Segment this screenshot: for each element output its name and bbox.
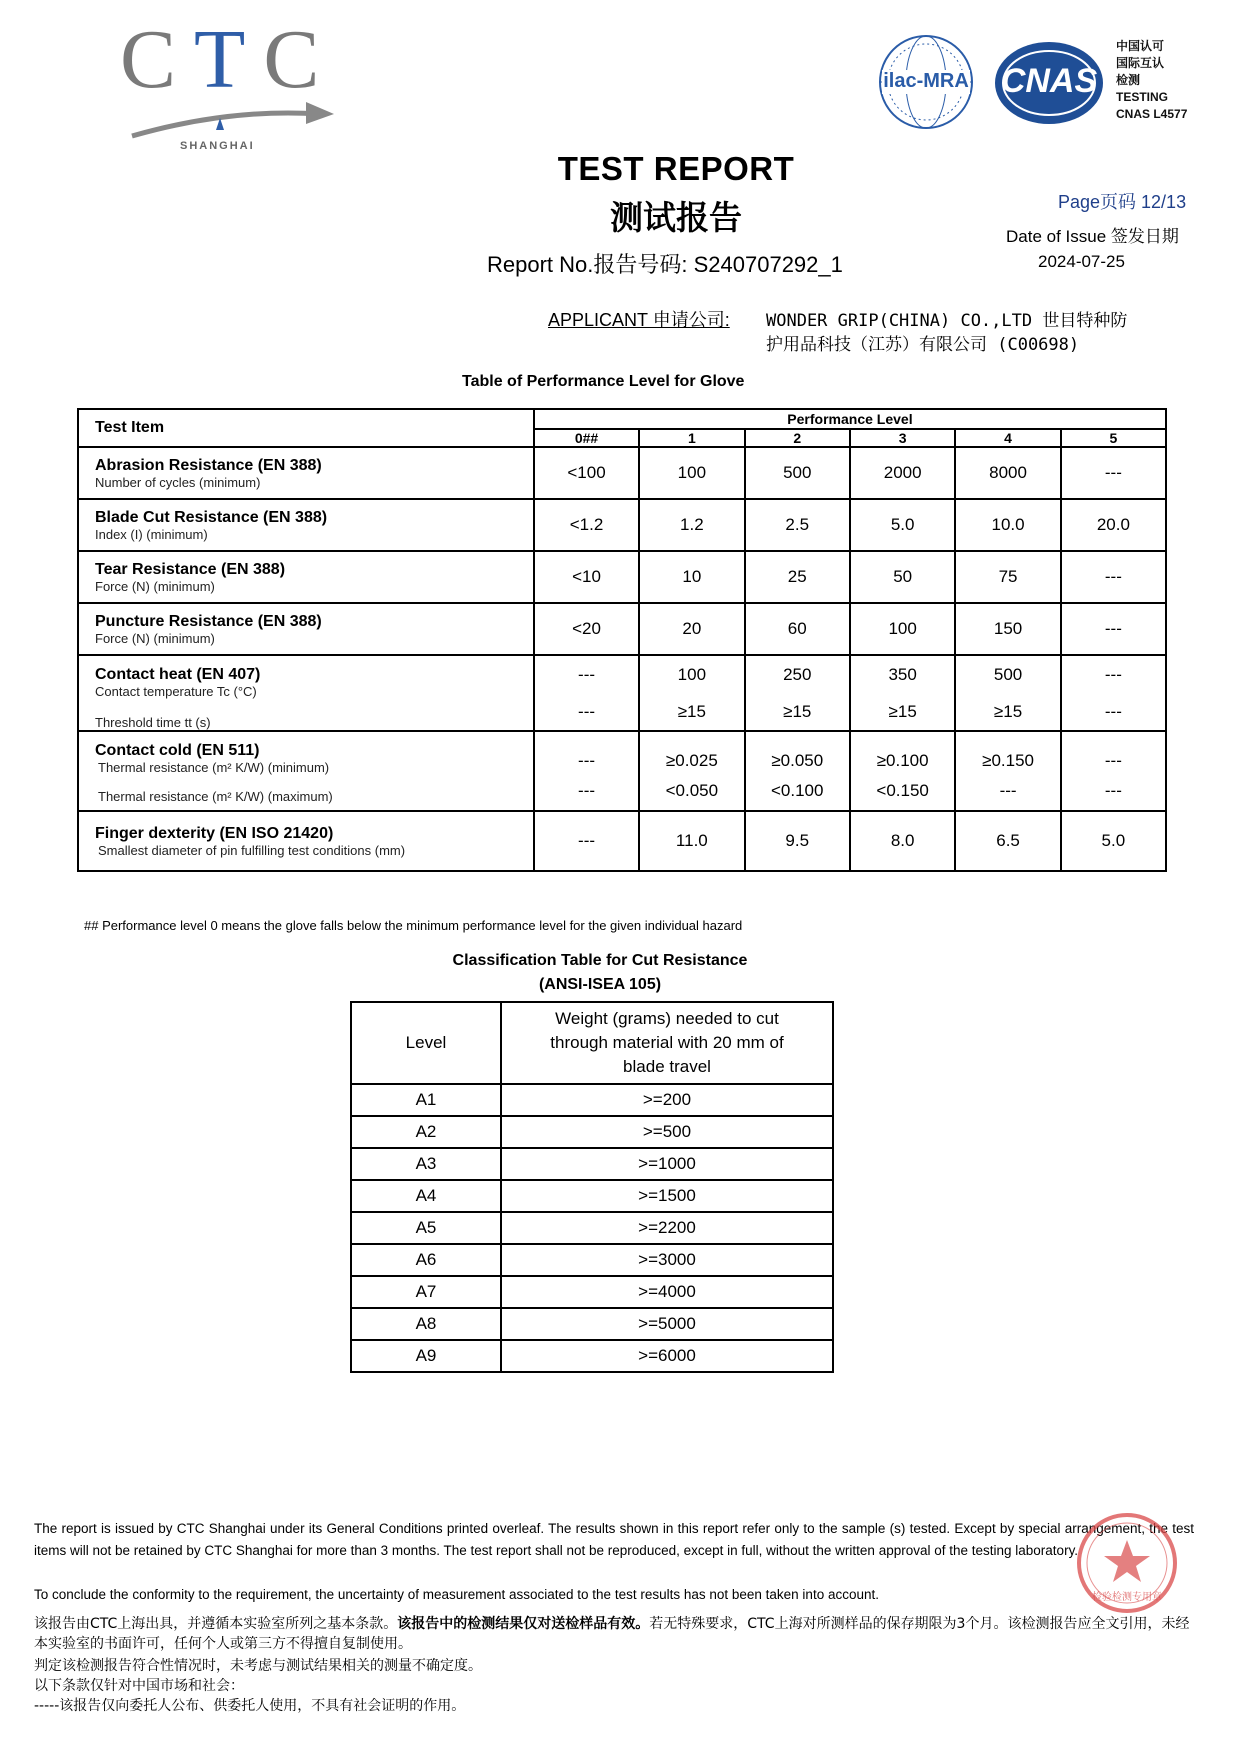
level-value-cell: 50 [850, 551, 955, 603]
cut-level-cell: A4 [351, 1180, 501, 1212]
cut-resistance-table [350, 1001, 834, 1373]
level-header-cell: 2 [745, 429, 850, 447]
issue-date-label: Date of Issue 签发日期 [1006, 227, 1179, 246]
disclaimer-en-2: To conclude the conformity to the requirement, the uncertainty of measurement associated to the test results has not been taken into account. [34, 1587, 879, 1602]
test-item-title: Puncture Resistance (EN 388) [95, 612, 322, 630]
table-row [351, 1212, 833, 1244]
table-row [78, 551, 1166, 603]
disclaimer-cn-1a: 该报告由CTC上海出具，并遵循本实验室所列之基本条款。 [34, 1616, 398, 1632]
cut-weight-cell: >=6000 [501, 1340, 833, 1372]
applicant-label: APPLICANT 申请公司: [548, 310, 730, 330]
level-value-cell: <20 [534, 603, 639, 655]
ctc-logo-subtitle: SHANGHAI [180, 140, 255, 152]
cut-level-cell: A6 [351, 1244, 501, 1276]
table-row [351, 1180, 833, 1212]
test-item-subtitle: Thermal resistance (m² K/W) (maximum) [98, 789, 333, 804]
level-value-cell: --- [1061, 771, 1166, 811]
cnas-line: CNAS L4577 [1116, 107, 1188, 121]
table-row [78, 603, 1166, 655]
test-item-title: Contact cold (EN 511) [95, 742, 260, 759]
performance-level-table [77, 408, 1167, 872]
report-title-en: TEST REPORT [557, 150, 795, 187]
cnas-text: CNAS [1000, 62, 1098, 100]
ctc-arrow-icon [120, 88, 350, 148]
test-item-cell [78, 551, 534, 603]
test-item-subtitle: Index (I) (minimum) [95, 526, 208, 542]
level-value-cell: 1.2 [639, 499, 744, 551]
level-value-cell: --- [1061, 731, 1166, 771]
cut-level-cell: A3 [351, 1148, 501, 1180]
cut-weight-cell: >=4000 [501, 1276, 833, 1308]
level-value-cell: ≥0.150 [955, 731, 1060, 771]
test-item-cell [78, 499, 534, 551]
table-row [78, 447, 1166, 499]
test-item-cell [78, 447, 534, 499]
performance-table-title: Table of Performance Level for Glove [462, 373, 745, 390]
report-title-cn: 测试报告 [610, 198, 742, 237]
table-row [351, 1084, 833, 1116]
weight-column-header: Weight (grams) needed to cut through material with 20 mm of blade travel [501, 1002, 833, 1084]
level-column-header: Level [351, 1002, 501, 1084]
level-value-cell: 8000 [955, 447, 1060, 499]
cnas-line: 检测 [1116, 73, 1141, 87]
table-row [78, 499, 1166, 551]
cnas-line: TESTING [1116, 90, 1169, 104]
level-header-cell: 1 [639, 429, 744, 447]
level-value-cell: 2000 [850, 447, 955, 499]
level-value-cell: ≥0.025 [639, 731, 744, 771]
level-header-cell: 0## [534, 429, 639, 447]
table-row [78, 655, 1166, 693]
level-value-cell: 10 [639, 551, 744, 603]
table-row [351, 1276, 833, 1308]
level-value-cell: 11.0 [639, 811, 744, 871]
test-item-subtitle: Thermal resistance (m² K/W) (minimum) [98, 760, 330, 775]
cnas-line: 中国认可 [1116, 39, 1165, 53]
level-value-cell: ≥0.100 [850, 731, 955, 771]
level-value-cell: --- [1061, 447, 1166, 499]
test-item-title: Abrasion Resistance (EN 388) [95, 456, 322, 474]
level-value-cell: 9.5 [745, 811, 850, 871]
level-value-cell: --- [534, 693, 639, 731]
level-value-cell: --- [534, 811, 639, 871]
level-header-cell: 5 [1061, 429, 1166, 447]
level-value-cell: 6.5 [955, 811, 1060, 871]
level-value-cell: 500 [745, 447, 850, 499]
performance-footnote: ## Performance level 0 means the glove falls below the minimum performance level for the given individual hazard [84, 918, 743, 933]
level-value-cell: ≥0.050 [745, 731, 850, 771]
level-value-cell: --- [1061, 551, 1166, 603]
level-value-cell: <1.2 [534, 499, 639, 551]
level-value-cell: 100 [850, 603, 955, 655]
level-value-cell: 5.0 [1061, 811, 1166, 871]
cut-weight-cell: >=2200 [501, 1212, 833, 1244]
cut-weight-cell: >=1000 [501, 1148, 833, 1180]
ctc-logo-letters: CTC [120, 13, 338, 106]
level-value-cell: 10.0 [955, 499, 1060, 551]
cut-table-title: Classification Table for Cut Resistance [452, 952, 748, 969]
applicant-name-line1: WONDER GRIP(CHINA) CO.,LTD 世目特种防 [766, 311, 1128, 331]
table-row [351, 1116, 833, 1148]
cut-level-cell: A2 [351, 1116, 501, 1148]
level-header-cell: 4 [955, 429, 1060, 447]
ctc-logo [120, 13, 350, 158]
applicant-name-line2: 护用品科技（江苏）有限公司 (C00698) [766, 335, 1080, 355]
cut-weight-cell: >=200 [501, 1084, 833, 1116]
level-value-cell: 2.5 [745, 499, 850, 551]
cnas-line: 国际互认 [1116, 56, 1165, 70]
level-value-cell: 20.0 [1061, 499, 1166, 551]
level-value-cell: 100 [639, 447, 744, 499]
test-item-title: Contact heat (EN 407) [95, 666, 261, 683]
table-header-row [78, 409, 1166, 429]
level-value-cell: <100 [534, 447, 639, 499]
cut-level-cell: A7 [351, 1276, 501, 1308]
level-value-cell: 8.0 [850, 811, 955, 871]
table-row [78, 731, 1166, 771]
test-item-subtitle: Force (N) (minimum) [95, 630, 215, 646]
disclaimer-cn-2: 判定该检测报告符合性情况时，未考虑与测试结果相关的测量不确定度。 [34, 1658, 482, 1674]
test-item-cell [78, 655, 534, 731]
level-value-cell: <0.050 [639, 771, 744, 811]
table-row [351, 1340, 833, 1372]
performance-level-header: Performance Level [534, 409, 1166, 429]
test-item-title: Finger dexterity (EN ISO 21420) [95, 824, 334, 842]
table-header-row [351, 1002, 833, 1084]
test-item-subtitle: Smallest diameter of pin fulfilling test conditions (mm) [98, 842, 406, 858]
test-item-subtitle: Threshold time tt (s) [95, 715, 211, 730]
cut-weight-cell: >=500 [501, 1116, 833, 1148]
cut-level-cell: A9 [351, 1340, 501, 1372]
level-value-cell: --- [1061, 655, 1166, 693]
level-value-cell: ≥15 [639, 693, 744, 731]
issue-date: 2024-07-25 [1038, 252, 1125, 271]
disclaimer-cn-4: -----该报告仅向委托人公布、供委托人使用，不具有社会证明的作用。 [34, 1698, 466, 1714]
test-item-header: Test Item [78, 409, 534, 447]
level-header-cell: 3 [850, 429, 955, 447]
table-row [351, 1148, 833, 1180]
table-row [351, 1308, 833, 1340]
table-row [351, 1244, 833, 1276]
level-value-cell: 60 [745, 603, 850, 655]
level-value-cell: --- [534, 771, 639, 811]
level-value-cell: --- [534, 731, 639, 771]
level-value-cell: 150 [955, 603, 1060, 655]
level-value-cell: --- [955, 771, 1060, 811]
level-value-cell: 100 [639, 655, 744, 693]
test-item-cell [78, 811, 534, 871]
stamp-text: 检验检测专用章 [1092, 1592, 1162, 1603]
cnas-accreditation-text [1116, 38, 1187, 123]
level-value-cell: ≥15 [745, 693, 850, 731]
test-item-subtitle: Number of cycles (minimum) [95, 474, 261, 490]
level-value-cell: ≥15 [955, 693, 1060, 731]
test-item-subtitle: Contact temperature Tc (°C) [95, 684, 257, 699]
level-value-cell: 75 [955, 551, 1060, 603]
disclaimer-cn-1c: 若无特殊要求，CTC上海对所测样品的保存期限为3个月。该检测报告应全文引用，未经本实验室的书面许可，任何个人或第三方不得擅自复制使用。 [34, 1616, 1190, 1652]
level-value-cell: --- [1061, 693, 1166, 731]
level-value-cell: 250 [745, 655, 850, 693]
disclaimer-en-1: The report is issued by CTC Shanghai under its General Conditions printed overleaf. The results shown in this report refer only to the sample (s) tested. Except by special arrangement, the test items will not be retained by CTC Shanghai for more than 3 months. The test report shall not be reproduced, except in full, without the written approval of the testing laboratory. [34, 1521, 1194, 1558]
ilac-mra-logo [876, 32, 976, 132]
cut-weight-cell: >=3000 [501, 1244, 833, 1276]
level-value-cell: 25 [745, 551, 850, 603]
test-item-subtitle: Force (N) (minimum) [95, 578, 215, 594]
level-value-cell: <0.100 [745, 771, 850, 811]
level-value-cell: 350 [850, 655, 955, 693]
test-item-cell [78, 603, 534, 655]
page-number: Page页码 12/13 [1058, 192, 1187, 212]
cnas-logo [992, 40, 1106, 126]
level-value-cell: --- [1061, 603, 1166, 655]
test-item-cell [78, 731, 534, 811]
cut-weight-cell: >=1500 [501, 1180, 833, 1212]
cut-table-subtitle: (ANSI-ISEA 105) [538, 976, 662, 993]
cut-weight-cell: >=5000 [501, 1308, 833, 1340]
disclaimer-cn-1b: 该报告中的检测结果仅对送检样品有效。 [397, 1616, 650, 1632]
level-value-cell: 20 [639, 603, 744, 655]
test-item-title: Tear Resistance (EN 388) [95, 560, 286, 578]
level-value-cell: --- [534, 655, 639, 693]
disclaimer-cn-1 [34, 1614, 1194, 1654]
test-item-title: Blade Cut Resistance (EN 388) [95, 508, 328, 526]
level-value-cell: 5.0 [850, 499, 955, 551]
official-stamp [1074, 1510, 1180, 1616]
report-number: Report No.报告号码: S240707292_1 [487, 252, 843, 277]
disclaimer-cn-3: 以下条款仅针对中国市场和社会： [34, 1678, 244, 1694]
level-value-cell: <10 [534, 551, 639, 603]
ilac-text: ilac-MRA [883, 70, 969, 92]
cut-level-cell: A8 [351, 1308, 501, 1340]
table-row [78, 811, 1166, 871]
cut-level-cell: A1 [351, 1084, 501, 1116]
level-value-cell: ≥15 [850, 693, 955, 731]
level-value-cell: 500 [955, 655, 1060, 693]
level-value-cell: <0.150 [850, 771, 955, 811]
cut-level-cell: A5 [351, 1212, 501, 1244]
